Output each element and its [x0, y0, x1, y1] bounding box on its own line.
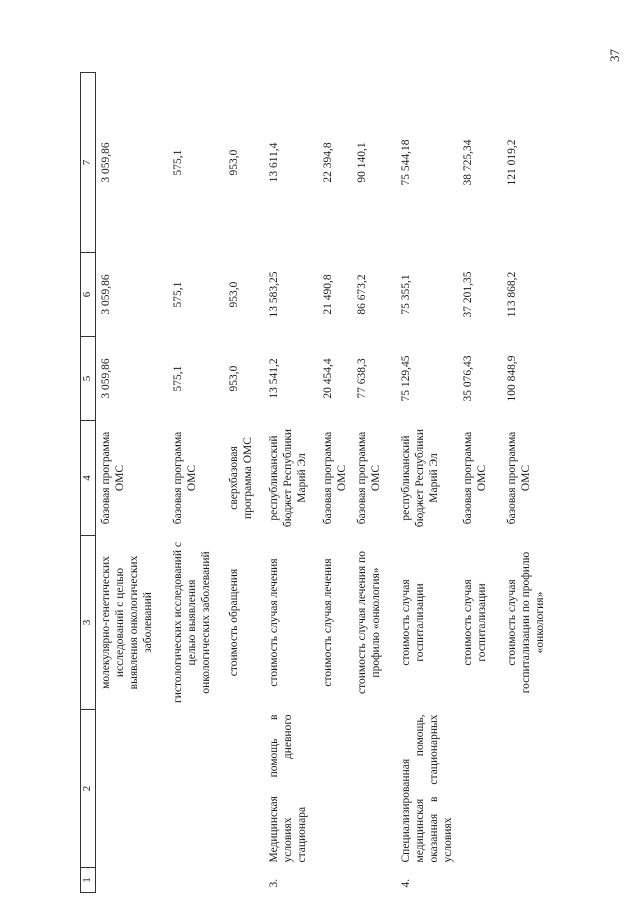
table-row [318, 73, 352, 893]
value-year-1: 953,0 [227, 365, 240, 392]
cost-item: стоимость случая лечения [321, 558, 334, 687]
care-type [318, 710, 352, 868]
column-number-header [81, 73, 96, 893]
value-year-1: 13 541,2 [267, 358, 280, 399]
header-cell: 5 [81, 337, 96, 421]
value-year-3: 13 611,4 [267, 142, 280, 183]
value-year-3: 75 544,18 [399, 139, 412, 186]
value-year-2: 575,1 [171, 281, 184, 308]
funding-source: базовая программа ОМС [171, 431, 198, 525]
cost-item: стоимость случая лечения [267, 558, 280, 687]
funding-source: базовая программа ОМС [100, 431, 127, 525]
header-cell: 3 [81, 536, 96, 710]
table-row [396, 73, 458, 893]
value-year-1: 100 848,9 [505, 355, 518, 402]
value-year-3: 575,1 [171, 149, 184, 176]
value-year-3: 121 019,2 [505, 139, 518, 186]
care-type [224, 710, 264, 868]
value-year-2: 113 868,2 [505, 271, 518, 318]
value-year-3: 3 059,86 [100, 142, 112, 183]
table-row [224, 73, 264, 893]
value-year-1: 35 076,43 [461, 355, 474, 402]
page-number: 37 [607, 49, 622, 62]
table-row [502, 73, 560, 893]
table-row [168, 73, 224, 893]
value-year-2: 13 583,25 [267, 271, 280, 318]
funding-source: базовая программа ОМС [321, 431, 348, 525]
cost-item: стоимость случая госпитализации по профилю «онкология» [505, 551, 546, 694]
row-number [224, 868, 264, 893]
rotated-table-sheet [80, 73, 620, 893]
value-year-1: 20 454,4 [321, 358, 334, 399]
funding-source: базовая программа ОМС [461, 431, 488, 525]
funding-source: республиканский бюджет Республики Марий Эл [267, 428, 308, 528]
row-number [168, 868, 224, 893]
tariff-table [80, 72, 560, 893]
value-year-3: 90 140,1 [355, 142, 368, 183]
care-type [458, 710, 502, 868]
funding-source: базовая программа ОМС [355, 431, 382, 525]
cost-item: стоимость случая госпитализации [399, 579, 426, 666]
value-year-3: 22 394,8 [321, 142, 334, 183]
cost-item: гистологических исследований с целью выявления онкологических заболеваний [171, 542, 212, 703]
cost-item: стоимость случая госпитализации [461, 579, 488, 666]
header-cell: 2 [81, 710, 96, 868]
table-row [96, 73, 168, 893]
row-number [502, 868, 560, 893]
row-number: 3. [267, 878, 280, 888]
row-number [352, 868, 396, 893]
value-year-1: 75 129,45 [399, 355, 412, 402]
table-row [458, 73, 502, 893]
header-cell: 1 [81, 868, 96, 893]
row-number: 4. [399, 878, 412, 888]
row-number [318, 868, 352, 893]
care-type [168, 710, 224, 868]
value-year-1: 575,1 [171, 365, 184, 392]
care-type [96, 710, 168, 868]
row-number [458, 868, 502, 893]
value-year-2: 75 355,1 [399, 274, 412, 315]
value-year-2: 37 201,35 [461, 271, 474, 318]
cost-item: стоимость обращения [227, 568, 240, 677]
value-year-2: 86 673,2 [355, 274, 368, 315]
table-row [264, 73, 318, 893]
cost-item: молекулярно-генетических исследований с целью выявления онкологических заболеваний [100, 555, 155, 690]
row-number [96, 868, 168, 893]
header-cell: 4 [81, 421, 96, 536]
care-type [502, 710, 560, 868]
table-row [352, 73, 396, 893]
care-type: Медицинская помощь в условиях дневного стационара [267, 714, 308, 863]
value-year-2: 953,0 [227, 281, 240, 308]
value-year-2: 21 490,8 [321, 274, 334, 315]
value-year-3: 38 725,34 [461, 139, 474, 186]
value-year-3: 953,0 [227, 149, 240, 176]
care-type: Специализированная медицинская помощь, оказанная в стационарных условиях [399, 714, 454, 863]
header-cell: 6 [81, 253, 96, 337]
value-year-2: 3 059,86 [100, 274, 112, 315]
value-year-1: 77 638,3 [355, 358, 368, 399]
funding-source: базовая программа ОМС [505, 431, 532, 525]
header-cell: 7 [81, 73, 96, 253]
care-type [352, 710, 396, 868]
value-year-1: 3 059,86 [100, 358, 112, 399]
funding-source: республиканский бюджет Республики Марий Эл [399, 428, 440, 528]
cost-item: стоимость случая лечения по профилю «онкология» [355, 551, 382, 694]
funding-source: сверхбазовая программа ОМС [227, 437, 254, 519]
